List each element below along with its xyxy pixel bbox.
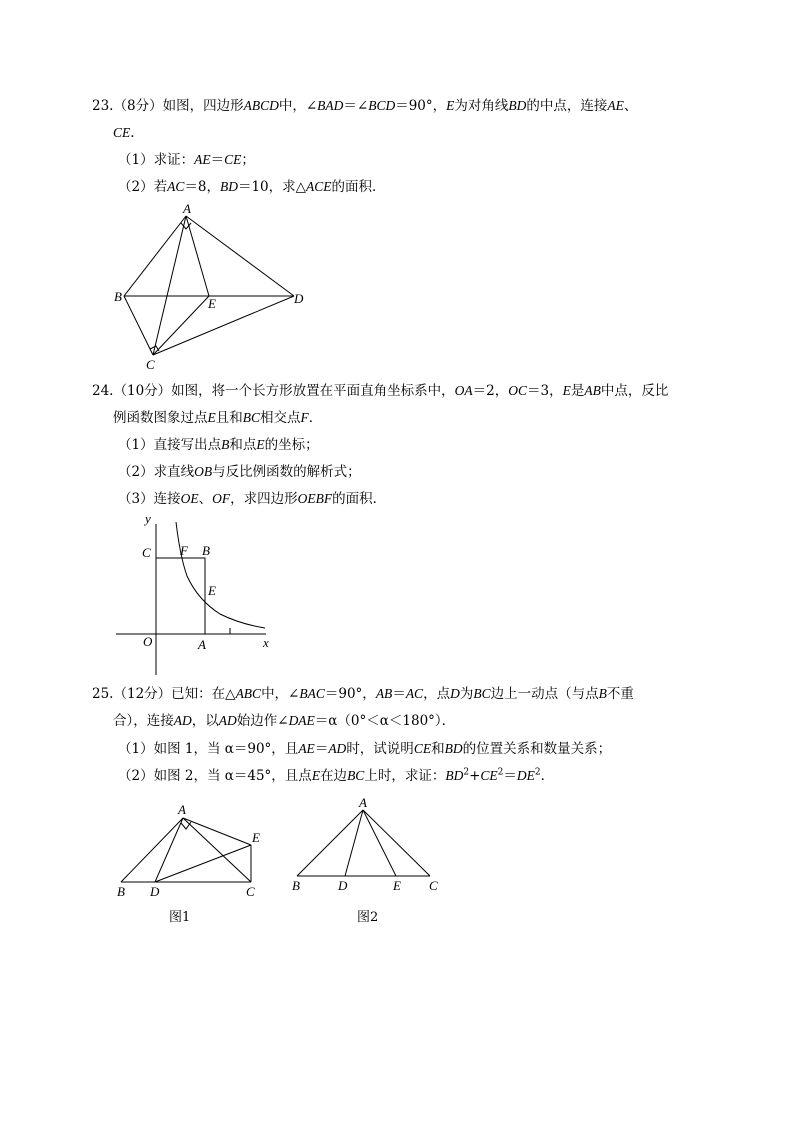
q24-label-f: F: [180, 543, 188, 558]
q25f2-label-b: B: [292, 878, 300, 893]
q25-stem-line1: 25.（12分）已知：在△ABC中，∠BAC＝90°，AB＝AC，点D为BC边上一动点（与点B不重: [92, 686, 634, 702]
q25-fig1-caption: 图1: [169, 910, 191, 925]
q25f2-label-e: E: [393, 878, 401, 893]
q23-label-b: B: [114, 289, 122, 304]
q24-label-c: C: [142, 545, 151, 560]
q25f2-label-a: A: [359, 795, 367, 810]
q25f2-label-c: C: [429, 878, 438, 893]
q23-label-a: A: [183, 201, 191, 216]
q23-stem-line1: 23.（8分）如图，四边形ABCD中，∠BAD＝∠BCD＝90°，E为对角线BD的中点，连接AE、: [92, 98, 638, 114]
q24-label-x: x: [263, 635, 269, 650]
q25-stem-line2: 合），连接AD，以AD始边作∠DAE＝α（0°＜α＜180°）．: [113, 713, 456, 729]
q25f1-label-a: A: [178, 802, 186, 817]
q25-part1: （1）如图 1，当 α＝90°，且AE＝AD时，试说明CE和BD的位置关系和数量关系；: [118, 741, 612, 757]
q24-part2: （2）求直线OB与反比例函数的解析式；: [118, 464, 361, 480]
q23-label-c: C: [146, 357, 155, 372]
q23-stem-line2: CE.: [113, 125, 135, 141]
q25f1-label-c: C: [246, 884, 255, 899]
q25f2-seg-ab: [297, 810, 363, 876]
q25f1-label-e: E: [252, 830, 260, 845]
q25-fig2-caption: 图2: [357, 910, 379, 925]
q24-label-a: A: [198, 637, 206, 652]
q24-stem-line1: 24.（10分）如图，将一个长方形放置在平面直角坐标系中，OA＝2，OC＝3，E是AB中点，反比: [92, 383, 669, 399]
q24-label-b: B: [202, 543, 210, 558]
q25f1-label-d: D: [150, 884, 160, 899]
q24-stem-line2: 例函数图象过点E且和BC相交点F．: [113, 410, 323, 426]
q25f2-seg-ac: [363, 810, 430, 876]
q25f2-seg-ae: [363, 810, 396, 876]
q25f2-label-d: D: [338, 878, 348, 893]
q25f2-seg-ad: [345, 810, 363, 876]
q24-part1: （1）直接写出点B和点E的坐标；: [118, 437, 319, 453]
q23-label-e: E: [208, 296, 216, 311]
q24-label-o: O: [143, 634, 153, 649]
q24-label-e: E: [208, 583, 216, 598]
q25f1-label-b: B: [117, 884, 125, 899]
q25-part2: （2）如图 2，当 α＝45°，且点E在边BC上时，求证：$BD^2+CE^2=DE^2$．: [118, 767, 555, 784]
q24-part3: （3）连接OE、OF，求四边形OEBF的面积．: [118, 491, 387, 507]
q23-label-d: D: [294, 291, 304, 306]
q24-label-y: y: [145, 511, 151, 526]
q23-part2: （2）若AC＝8，BD＝10，求△ACE的面积．: [118, 179, 386, 195]
q23-part1: （1）求证：AE＝CE；: [118, 152, 255, 168]
